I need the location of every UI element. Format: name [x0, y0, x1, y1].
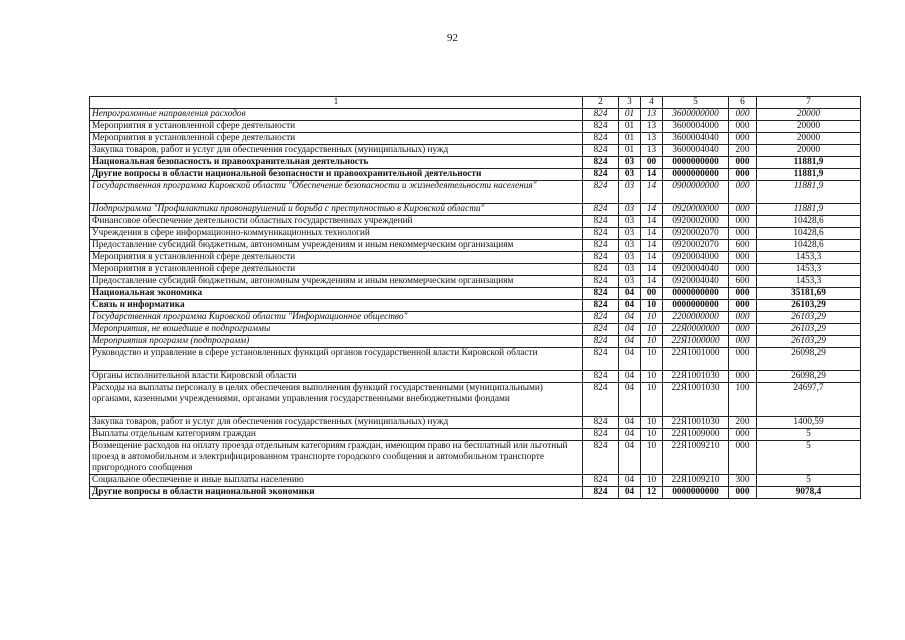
header-cell: 1: [90, 97, 583, 109]
subsection-code-cell: 10: [641, 417, 663, 429]
section-code-cell: 03: [619, 252, 641, 264]
table-row: [90, 312, 861, 324]
admin-code-cell: 824: [583, 264, 619, 276]
target-article-cell: 0920004040: [663, 276, 729, 288]
admin-code-cell: 824: [583, 109, 619, 121]
table-row: [90, 441, 861, 475]
amount-cell: 26103,29: [757, 300, 861, 312]
table-row: [90, 348, 861, 371]
subsection-code-cell: 14: [641, 169, 663, 181]
expense-type-cell: 000: [729, 252, 757, 264]
table-row: [90, 157, 861, 169]
page-number: 92: [447, 32, 458, 44]
table-row: [90, 181, 861, 204]
target-article-cell: 0920002070: [663, 228, 729, 240]
expense-type-cell: 000: [729, 348, 757, 371]
admin-code-cell: 824: [583, 204, 619, 216]
table-row: [90, 475, 861, 487]
header-cell: 6: [729, 97, 757, 109]
table-row: [90, 336, 861, 348]
amount-cell: 5: [757, 475, 861, 487]
admin-code-cell: 824: [583, 276, 619, 288]
subsection-code-cell: 14: [641, 181, 663, 204]
target-article-cell: 22Я1009210: [663, 441, 729, 475]
expense-type-cell: 000: [729, 109, 757, 121]
row-name-cell: Закупка товаров, работ и услуг для обеспечения государственных (муниципальных) нужд: [90, 417, 583, 429]
row-name-cell: Связь и информатика: [90, 300, 583, 312]
budget-table: [89, 96, 861, 499]
table-row: [90, 487, 861, 499]
subsection-code-cell: 10: [641, 429, 663, 441]
amount-cell: 26103,29: [757, 312, 861, 324]
admin-code-cell: 824: [583, 240, 619, 252]
admin-code-cell: 824: [583, 312, 619, 324]
row-name-cell: Подпрограмма "Профилактика правонарушений и борьба с преступностью в Кировской области": [90, 204, 583, 216]
header-cell: 2: [583, 97, 619, 109]
table-row: [90, 228, 861, 240]
section-code-cell: 04: [619, 371, 641, 383]
target-article-cell: 3600004040: [663, 133, 729, 145]
target-article-cell: 0000000000: [663, 300, 729, 312]
admin-code-cell: 824: [583, 145, 619, 157]
admin-code-cell: 824: [583, 169, 619, 181]
admin-code-cell: 824: [583, 475, 619, 487]
expense-type-cell: 000: [729, 487, 757, 499]
target-article-cell: 22Я0000000: [663, 324, 729, 336]
row-name-cell: Руководство и управление в сфере установленных функций органов государственной власти Кировской области: [90, 348, 583, 371]
subsection-code-cell: 00: [641, 157, 663, 169]
row-name-cell: Мероприятия в установленной сфере деятельности: [90, 121, 583, 133]
amount-cell: 11881,9: [757, 204, 861, 216]
target-article-cell: 3600000000: [663, 109, 729, 121]
table-row: [90, 324, 861, 336]
header-cell: 4: [641, 97, 663, 109]
row-name-cell: Национальная безопасность и правоохранительная деятельность: [90, 157, 583, 169]
amount-cell: 26103,29: [757, 324, 861, 336]
row-name-cell: Мероприятия в установленной сфере деятельности: [90, 264, 583, 276]
target-article-cell: 22Я1001030: [663, 383, 729, 417]
subsection-code-cell: 10: [641, 300, 663, 312]
subsection-code-cell: 13: [641, 133, 663, 145]
subsection-code-cell: 14: [641, 216, 663, 228]
expense-type-cell: 600: [729, 276, 757, 288]
admin-code-cell: 824: [583, 441, 619, 475]
row-name-cell: Возмещение расходов на оплату проезда отдельным категориям граждан, имеющим право на бесплатный или льготный проезд в автомобильном и электрифицированном транспорте городского сообщения и автомобильном транспорте пригородного сообщения: [90, 441, 583, 475]
header-cell: 5: [663, 97, 729, 109]
table-row: [90, 133, 861, 145]
section-code-cell: 03: [619, 264, 641, 276]
table-row: [90, 276, 861, 288]
table-row: [90, 109, 861, 121]
subsection-code-cell: 14: [641, 276, 663, 288]
row-name-cell: Непрограммные направления расходов: [90, 109, 583, 121]
row-name-cell: Государственная программа Кировской области "Информационное общество": [90, 312, 583, 324]
amount-cell: 11881,9: [757, 181, 861, 204]
section-code-cell: 03: [619, 169, 641, 181]
table-row: [90, 204, 861, 216]
expense-type-cell: 000: [729, 288, 757, 300]
table-row: [90, 216, 861, 228]
section-code-cell: 04: [619, 300, 641, 312]
section-code-cell: 01: [619, 133, 641, 145]
section-code-cell: 03: [619, 204, 641, 216]
expense-type-cell: 300: [729, 475, 757, 487]
admin-code-cell: 824: [583, 487, 619, 499]
section-code-cell: 03: [619, 276, 641, 288]
admin-code-cell: 824: [583, 336, 619, 348]
table-row: [90, 417, 861, 429]
amount-cell: 26098,29: [757, 348, 861, 371]
admin-code-cell: 824: [583, 133, 619, 145]
admin-code-cell: 824: [583, 348, 619, 371]
row-name-cell: Мероприятия программ (подпрограмм): [90, 336, 583, 348]
row-name-cell: Другие вопросы в области национальной безопасности и правоохранительной деятельности: [90, 169, 583, 181]
expense-type-cell: 200: [729, 145, 757, 157]
row-name-cell: Государственная программа Кировской области "Обеспечение безопасности и жизнедеятельности населения": [90, 181, 583, 204]
row-name-cell: Предоставление субсидий бюджетным, автономным учреждениям и иным некоммерческим организациям: [90, 276, 583, 288]
row-name-cell: Мероприятия в установленной сфере деятельности: [90, 252, 583, 264]
section-code-cell: 04: [619, 288, 641, 300]
header-cell: 3: [619, 97, 641, 109]
target-article-cell: 22Я1000000: [663, 336, 729, 348]
amount-cell: 24697,7: [757, 383, 861, 417]
header-cell: 7: [757, 97, 861, 109]
amount-cell: 11881,9: [757, 169, 861, 181]
subsection-code-cell: 00: [641, 288, 663, 300]
amount-cell: 35181,69: [757, 288, 861, 300]
target-article-cell: 0920002070: [663, 240, 729, 252]
admin-code-cell: 824: [583, 324, 619, 336]
admin-code-cell: 824: [583, 228, 619, 240]
section-code-cell: 01: [619, 109, 641, 121]
section-code-cell: 04: [619, 348, 641, 371]
subsection-code-cell: 10: [641, 475, 663, 487]
subsection-code-cell: 13: [641, 109, 663, 121]
subsection-code-cell: 14: [641, 240, 663, 252]
expense-type-cell: 000: [729, 133, 757, 145]
table-row: [90, 252, 861, 264]
expense-type-cell: 000: [729, 324, 757, 336]
section-code-cell: 04: [619, 475, 641, 487]
amount-cell: 26103,29: [757, 336, 861, 348]
table-row: [90, 264, 861, 276]
amount-cell: 10428,6: [757, 216, 861, 228]
section-code-cell: 04: [619, 487, 641, 499]
section-code-cell: 04: [619, 417, 641, 429]
amount-cell: 1400,59: [757, 417, 861, 429]
table-row: [90, 240, 861, 252]
table-row: [90, 169, 861, 181]
row-name-cell: Выплаты отдельным категориям граждан: [90, 429, 583, 441]
target-article-cell: 0000000000: [663, 169, 729, 181]
target-article-cell: 22Я1001030: [663, 371, 729, 383]
row-name-cell: Мероприятия, не вошедшие в подпрограммы: [90, 324, 583, 336]
subsection-code-cell: 14: [641, 228, 663, 240]
target-article-cell: 0900000000: [663, 181, 729, 204]
expense-type-cell: 000: [729, 264, 757, 276]
subsection-code-cell: 12: [641, 487, 663, 499]
expense-type-cell: 000: [729, 216, 757, 228]
admin-code-cell: 824: [583, 157, 619, 169]
section-code-cell: 03: [619, 181, 641, 204]
amount-cell: 1453,3: [757, 252, 861, 264]
expense-type-cell: 600: [729, 240, 757, 252]
target-article-cell: 3600004040: [663, 145, 729, 157]
row-name-cell: Предоставление субсидий бюджетным, автономным учреждениям и иным некоммерческим организациям: [90, 240, 583, 252]
admin-code-cell: 824: [583, 252, 619, 264]
row-name-cell: Финансовое обеспечение деятельности областных государственных учреждений: [90, 216, 583, 228]
amount-cell: 11881,9: [757, 157, 861, 169]
subsection-code-cell: 13: [641, 145, 663, 157]
section-code-cell: 04: [619, 441, 641, 475]
target-article-cell: 0920004040: [663, 264, 729, 276]
admin-code-cell: 824: [583, 417, 619, 429]
subsection-code-cell: 10: [641, 371, 663, 383]
admin-code-cell: 824: [583, 288, 619, 300]
amount-cell: 1453,3: [757, 264, 861, 276]
section-code-cell: 04: [619, 312, 641, 324]
target-article-cell: 0000000000: [663, 157, 729, 169]
amount-cell: 20000: [757, 133, 861, 145]
expense-type-cell: 000: [729, 228, 757, 240]
target-article-cell: 22Я1009000: [663, 429, 729, 441]
subsection-code-cell: 14: [641, 252, 663, 264]
target-article-cell: 0000000000: [663, 487, 729, 499]
expense-type-cell: 000: [729, 429, 757, 441]
target-article-cell: 2200000000: [663, 312, 729, 324]
row-name-cell: Расходы на выплаты персоналу в целях обеспечения выполнения функций государственными (муниципальными) органами, казенными учреждениями, органами управления государственными внебюджетными фондами: [90, 383, 583, 417]
admin-code-cell: 824: [583, 216, 619, 228]
row-name-cell: Мероприятия в установленной сфере деятельности: [90, 133, 583, 145]
amount-cell: 20000: [757, 121, 861, 133]
table-header-row: [90, 97, 861, 109]
subsection-code-cell: 10: [641, 441, 663, 475]
subsection-code-cell: 14: [641, 264, 663, 276]
row-name-cell: Учреждения в сфере информационно-коммуникационных технологий: [90, 228, 583, 240]
subsection-code-cell: 10: [641, 336, 663, 348]
target-article-cell: 22Я1001000: [663, 348, 729, 371]
subsection-code-cell: 13: [641, 121, 663, 133]
table-row: [90, 121, 861, 133]
section-code-cell: 03: [619, 157, 641, 169]
amount-cell: 5: [757, 429, 861, 441]
expense-type-cell: 000: [729, 441, 757, 475]
expense-type-cell: 000: [729, 204, 757, 216]
amount-cell: 20000: [757, 109, 861, 121]
target-article-cell: 22Я1001030: [663, 417, 729, 429]
subsection-code-cell: 10: [641, 324, 663, 336]
subsection-code-cell: 10: [641, 348, 663, 371]
admin-code-cell: 824: [583, 300, 619, 312]
admin-code-cell: 824: [583, 181, 619, 204]
section-code-cell: 01: [619, 145, 641, 157]
table-row: [90, 145, 861, 157]
target-article-cell: 22Я1009210: [663, 475, 729, 487]
expense-type-cell: 000: [729, 312, 757, 324]
subsection-code-cell: 14: [641, 204, 663, 216]
table-row: [90, 383, 861, 417]
expense-type-cell: 000: [729, 181, 757, 204]
target-article-cell: 0000000000: [663, 288, 729, 300]
amount-cell: 20000: [757, 145, 861, 157]
expense-type-cell: 000: [729, 121, 757, 133]
expense-type-cell: 100: [729, 383, 757, 417]
target-article-cell: 3600004000: [663, 121, 729, 133]
expense-type-cell: 000: [729, 336, 757, 348]
target-article-cell: 0920002000: [663, 216, 729, 228]
table-row: [90, 429, 861, 441]
section-code-cell: 04: [619, 324, 641, 336]
section-code-cell: 01: [619, 121, 641, 133]
table-row: [90, 288, 861, 300]
target-article-cell: 0920004000: [663, 252, 729, 264]
admin-code-cell: 824: [583, 121, 619, 133]
section-code-cell: 04: [619, 429, 641, 441]
table-row: [90, 371, 861, 383]
admin-code-cell: 824: [583, 429, 619, 441]
amount-cell: 10428,6: [757, 228, 861, 240]
row-name-cell: Другие вопросы в области национальной экономики: [90, 487, 583, 499]
section-code-cell: 03: [619, 228, 641, 240]
expense-type-cell: 200: [729, 417, 757, 429]
table-row: [90, 300, 861, 312]
amount-cell: 5: [757, 441, 861, 475]
amount-cell: 1453,3: [757, 276, 861, 288]
row-name-cell: Социальное обеспечение и иные выплаты населению: [90, 475, 583, 487]
admin-code-cell: 824: [583, 383, 619, 417]
target-article-cell: 0920000000: [663, 204, 729, 216]
expense-type-cell: 000: [729, 300, 757, 312]
row-name-cell: Органы исполнительной власти Кировской области: [90, 371, 583, 383]
section-code-cell: 04: [619, 336, 641, 348]
expense-type-cell: 000: [729, 157, 757, 169]
expense-type-cell: 000: [729, 169, 757, 181]
subsection-code-cell: 10: [641, 312, 663, 324]
row-name-cell: Закупка товаров, работ и услуг для обеспечения государственных (муниципальных) нужд: [90, 145, 583, 157]
section-code-cell: 03: [619, 240, 641, 252]
amount-cell: 9078,4: [757, 487, 861, 499]
subsection-code-cell: 10: [641, 383, 663, 417]
amount-cell: 10428,6: [757, 240, 861, 252]
expense-type-cell: 000: [729, 371, 757, 383]
admin-code-cell: 824: [583, 371, 619, 383]
row-name-cell: Национальная экономика: [90, 288, 583, 300]
section-code-cell: 03: [619, 216, 641, 228]
section-code-cell: 04: [619, 383, 641, 417]
amount-cell: 26098,29: [757, 371, 861, 383]
